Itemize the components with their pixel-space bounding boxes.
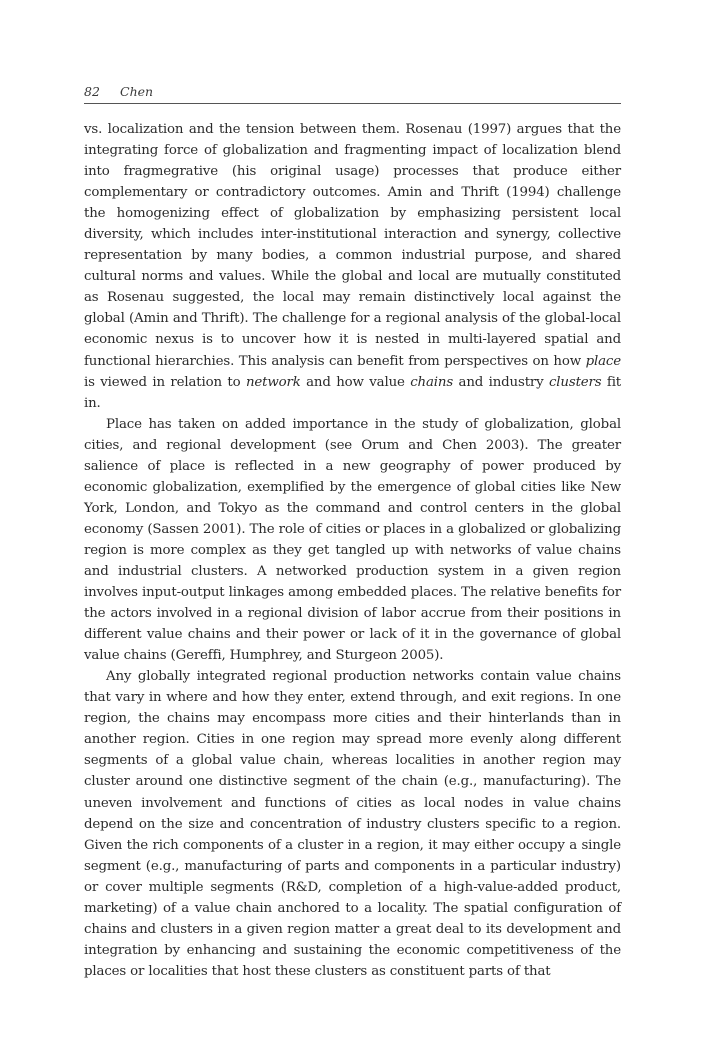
italic-term-network: network [245,374,301,390]
text-segment: fit in. [84,374,622,411]
running-head-author: Chen [120,84,154,99]
paragraph-3 [84,666,621,982]
paragraph-1 [84,119,621,414]
running-head [84,84,621,104]
text-segment: and how value [300,374,411,390]
text-segment: is viewed in relation to [84,374,246,390]
italic-term-chains: chains [410,374,454,390]
italic-term-place: place [585,353,621,369]
text-segment: vs. localization and the tension between them. Rosenau (1997) argues that the integrating force of globalization and fragmenting impact of localization blend into fragmegrative (his original usage) processes that produce either complementary or contradictory outcomes. Amin and Thrift (1994) challenge the homogenizing effect of globalization by emphasizing persistent local diversity, which includes inter-institutional interaction and synergy, collective representation by many bodies, a common industrial purpose, and shared cultural norms and values. While the global and local are mutually constituted as Rosenau suggested, the local may remain distinctively local against the global (Amin and Thrift). The challenge for a regional analysis of the global-local economic nexus is to uncover how it is nested in multi-layered spatial and functional hierarchies. This analysis can benefit from perspectives on how [84,122,621,369]
text-segment: and industry [453,374,549,390]
paragraph-2 [84,414,621,667]
italic-term-clusters: clusters [548,374,602,390]
header-rule [84,103,621,104]
text-segment: Place has taken on added importance in the study of globalization, global cities, and regional development (see Orum and Chen 2003). The greater salience of place is reflected in a new geography of power produced by economic globalization, exemplified by the emergence of global cities like New York, London, and Tokyo as the command and control centers in the global economy (Sassen 2001). The role of cities or places in a globalized or globalizing region is more complex as they get tangled up with networks of value chains and industrial clusters. A networked production system in a given region involves input-output linkages among embedded places. The relative benefits for the actors involved in a regional division of labor accrue from their positions in different value chains and their power or lack of it in the governance of global value chains (Gereffi, Humphrey, and Sturgeon 2005). [84,416,621,664]
page-number: 82 [84,84,100,99]
body-text [84,119,621,982]
text-segment: Any globally integrated regional production networks contain value chains that vary in where and how they enter, extend through, and exit regions. In one region, the chains may encompass more cities and their hinterlands than in another region. Cities in one region may spread more evenly along different segments of a global value chain, whereas localities in another region may cluster around one distinctive segment of the chain (e.g., manufacturing). The uneven involvement and functions of cities as local nodes in value chains depend on the size and concentration of industry clusters specific to a region. Given the rich components of a cluster in a region, it may either occupy a single segment (e.g., manufacturing of parts and components in a particular industry) or cover multiple segments (R&D, completion of a high-value-added product, marketing) of a value chain anchored to a locality. The spatial configuration of chains and clusters in a given region matter a great deal to its development and integration by enhancing and sustaining the economic competitiveness of the places or localities that host these clusters as constituent parts of that [84,669,621,979]
